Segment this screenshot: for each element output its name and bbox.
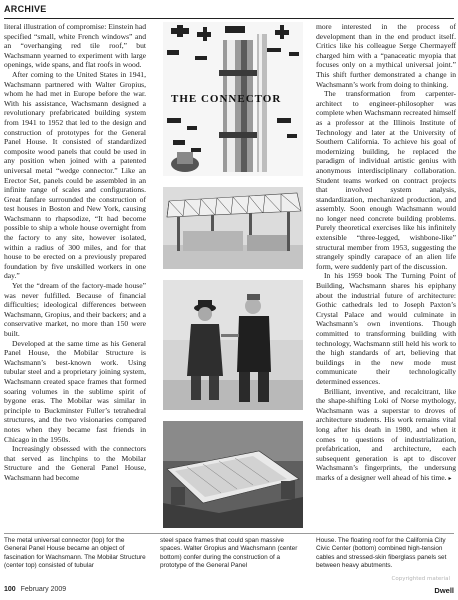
photo-mobilar-structure	[163, 187, 303, 269]
paragraph-final	[316, 387, 456, 484]
paragraph-text: Brilliant, inventive, and recalcitrant, like the shape-shifting Loki of Norse mythology, Wachsmann was a superstar to droves of architecture students. His work remains vital long after his death in 1980, and when it comes to questions of industrialization, prefabrication, and architecture, each subsequent generation is apt to discover Wachsmann’s fingerprints, the undersung marks of a designer well ahead of his time.	[316, 386, 456, 482]
page-footer	[4, 586, 454, 596]
copyright-watermark: Copyrighted material	[391, 576, 450, 582]
photo-civic-center-roof	[163, 421, 303, 528]
section-header	[4, 4, 454, 19]
caption-part-3: House. The floating roof for the California City Civic Center (bottom) combined high-tension cables and stressed-skin fiberglass panels set between heavy abutments.	[316, 537, 447, 569]
paragraph: Developed at the same time as his General Panel House, the Mobilar Structure is Wachsmann’s best-known work. Using tubular steel and a proprietary joining system, Wachsmann created space frames that formed soaring volumes in the sublime spirit of bygone eras. The Mobilar was similar in principle to Buckminster Fuller’s tetrahedral structures, and the two visionaries compared notes when they became fast friends in Chicago in the 1950s.	[4, 338, 146, 444]
connector-headline: THE CONNECTOR	[171, 93, 282, 105]
paragraph: Increasingly obsessed with the connectors that served as linchpins to the Mobilar Structure and the General Panel House, Wachsmann had become	[4, 444, 146, 482]
paragraph: In his 1959 book The Turning Point of Building, Wachsmann shares his epiphany about the industrial future of architecture: Gothic cathedrals led to Joseph Paxton’s Crystal Palace and would culminate in Wachsmann’s own inventions. Though committed to transforming building with technology, Wachsmann still held his work to the high standards of art, believing that buildings in the new mode must communicate their technologically determined essences.	[316, 271, 456, 386]
photo-universal-connector	[163, 22, 303, 176]
floating-roof-illustration	[163, 421, 303, 528]
paragraph: After coming to the United States in 1941, Wachsmann partnered with Walter Gropius, whom he had met in Europe before the war. With his assistance, Wachsmann designed a revolutionary prefabricated building system from 1941 to 1952 that led to the design and construction of prototypes for the General Panel House. It consisted of standardized composite wood panels that could be used in any position when joined with a patented universal metal “wedge connector.” Like an Erector Set, panels could be assembled in an infinite range of scales and configurations. Great fanfare surrounded the construction of test houses in Boston and New York, causing Wachsmann to rhapsodize, “It had become possible to ship a whole house overnight from the factory to any site, however isolated, within a radius of 300 miles, and for that house to be erected on a previously prepared foundation by five unskilled workers in one day.”	[4, 69, 146, 281]
caption-divider	[4, 533, 454, 534]
section-title: ARCHIVE	[4, 4, 47, 14]
paragraph: The transformation from carpenter-architect to engineer-philosopher was complete when Wachsmann recreated himself as a professor at the Illinois Institute of Technology and later at the University of Southern California. To achieve his goal of modernizing building, he replaced the paradigm of individual artistic genius with anonymous interdisciplinary collaboration. Student teams worked on contract projects that involved system analysis, standardization, mechanized production, and assembly. Soon enough Wachsmann would no longer need concrete building problems. Purely theoretical exercises like his infinitely extensible “three-legged, wishbone-like” structural member from 1953, suggesting the strangely spindly carapace of an alien life form, were suddenly part of the discussion.	[316, 89, 456, 271]
paragraph: Yet the “dream of the factory-made house” was never fulfilled. Because of financial difficulties; ideological differences between Wachsmann, Gropius, and their backers; and a conservative market, no more than 150 were built.	[4, 281, 146, 338]
issue-date: February 2009	[20, 586, 67, 593]
space-frame-illustration	[163, 187, 303, 269]
page-number: 100	[4, 586, 16, 593]
caption-part-2: steel space frames that could span massive spaces. Walter Gropius and Wachsmann (center bottom) confer during the construction of a prototype of the General Panel	[160, 537, 298, 569]
caption-part-1: The metal universal connector (top) for the General Panel House became an object of fascination for Wachsmann. The Mobilar Structure (center top) consisted of tubular	[4, 537, 146, 569]
paragraph: literal illustration of compromise: Einstein had specified “small, white French windows” and an “overhanging red tile roof,” but Wachsmann yearned to experiment with large openings, wide spans, and flat roofs in wood.	[4, 22, 146, 70]
connector-illustration	[163, 22, 303, 176]
magazine-name: Dwell	[434, 586, 454, 595]
end-of-article-icon: ▸	[448, 474, 452, 482]
text-column-left	[4, 22, 146, 526]
photo-gropius-wachsmann	[163, 280, 303, 410]
text-column-right	[316, 22, 456, 526]
two-men-illustration	[163, 280, 303, 410]
paragraph: more interested in the process of development than in the end product itself. Critics like his colleague Serge Chermayeff charged him with a “panaceatic myopia that focuses only on a mythical universal joint.” This shift further demonstrated a change in Wachsmann’s work from doing to thinking.	[316, 22, 456, 89]
